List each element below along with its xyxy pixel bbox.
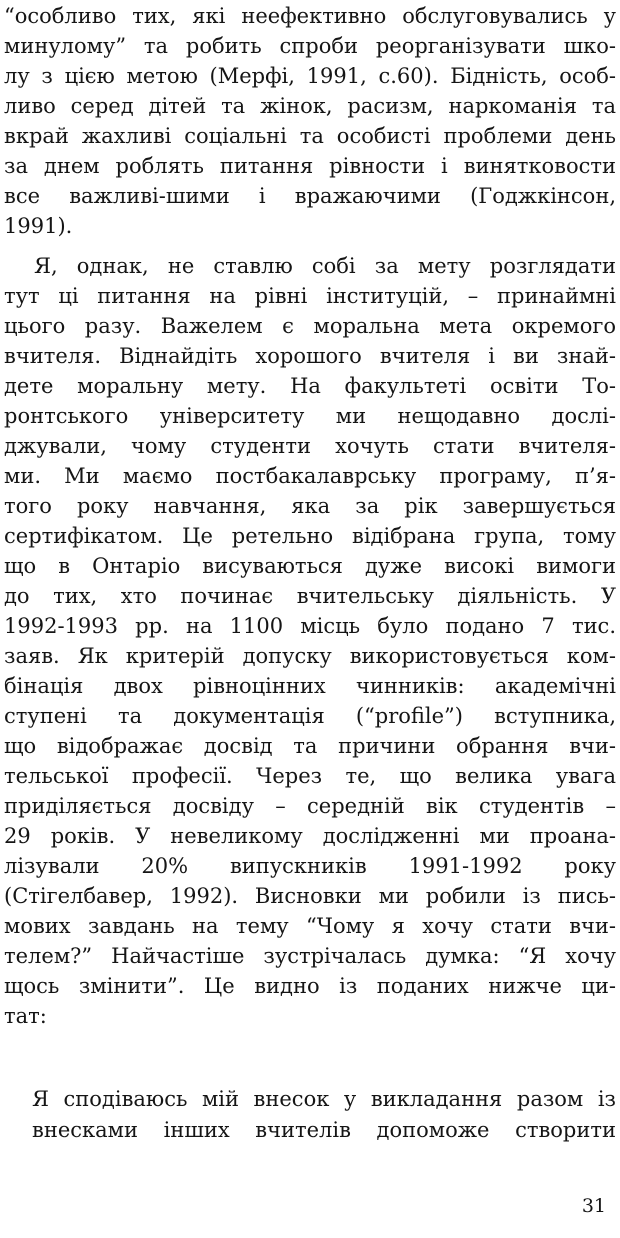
text-line: вкрай жахливі соціальні та особисті проблеми день [4,124,616,148]
text-line: “особливо тих, які неефективно обслуговувались у [4,4,616,28]
text-line: джували, чому студенти хочуть стати вчителя- [4,434,616,458]
text-line: тельської професії. Через те, що велика увага [4,764,616,788]
text-line: цього разу. Важелем є моральна мета окремого [4,314,616,338]
text-line: все важливі-шими і вражаючими (Годжкінсон, [4,184,616,208]
text-line: дете моральну мету. На факультеті освіти То- [4,374,616,398]
text-line: Я, однак, не ставлю собі за мету розглядати [34,254,616,278]
text-line: 29 років. У невеликому дослідженні ми проана- [4,824,616,848]
text-line: вчителя. Віднайдіть хорошого вчителя і ви знай- [4,344,616,368]
text-line: бінація двох рівноцінних чинників: академічні [4,674,616,698]
text-line: ми. Ми маємо постбакалаврську програму, п’я- [4,464,616,488]
text-line: тат: [4,1004,47,1028]
quote-line: Я сподіваюсь мій внесок у викладання разом із [32,1087,616,1111]
text-line: мових завдань на тему “Чому я хочу стати вчи- [4,914,616,938]
text-line: приділяється досвіду – середній вік студентів – [4,794,616,818]
page-number: 31 [581,1195,606,1217]
text-line: того року навчання, яка за рік завершується [4,494,616,518]
text-line: (Стігелбавер, 1992). Висновки ми робили із пись- [4,884,616,908]
text-line: 1991). [4,214,73,238]
text-line: до тих, хто починає вчительську діяльність. У [4,584,616,608]
text-line: ронтського університету ми нещодавно дослі- [4,404,616,428]
text-line: тут ці питання на рівні інституцій, – принаймні [4,284,616,308]
text-line: щось змінити”. Це видно із поданих нижче ци- [4,974,616,998]
text-line: заяв. Як критерій допуску використовується ком- [4,644,616,668]
text-line: ступені та документація (“profile”) вступника, [4,704,616,728]
text-line: сертифікатом. Це ретельно відібрана група, тому [4,524,616,548]
text-line: що в Онтаріо висуваються дуже високі вимоги [4,554,616,578]
text-line: 1992-1993 рр. на 1100 місць було подано 7 тис. [4,614,616,638]
text-line: лу з цією метою (Мерфі, 1991, с.60). Бідність, особ- [4,64,616,88]
quote-line: внесками інших вчителів допоможе створити [32,1118,616,1142]
text-line: що відображає досвід та причини обрання вчи- [4,734,616,758]
text-line: ливо серед дітей та жінок, расизм, наркоманія та [4,94,616,118]
text-line: лізували 20% випускників 1991-1992 року [4,854,616,878]
text-line: за днем роблять питання рівности і винятковости [4,154,616,178]
text-line: телем?” Найчастіше зустрічалась думка: “Я хочу [4,944,616,968]
text-line: минулому” та робить спроби реорганізувати шко- [4,34,616,58]
